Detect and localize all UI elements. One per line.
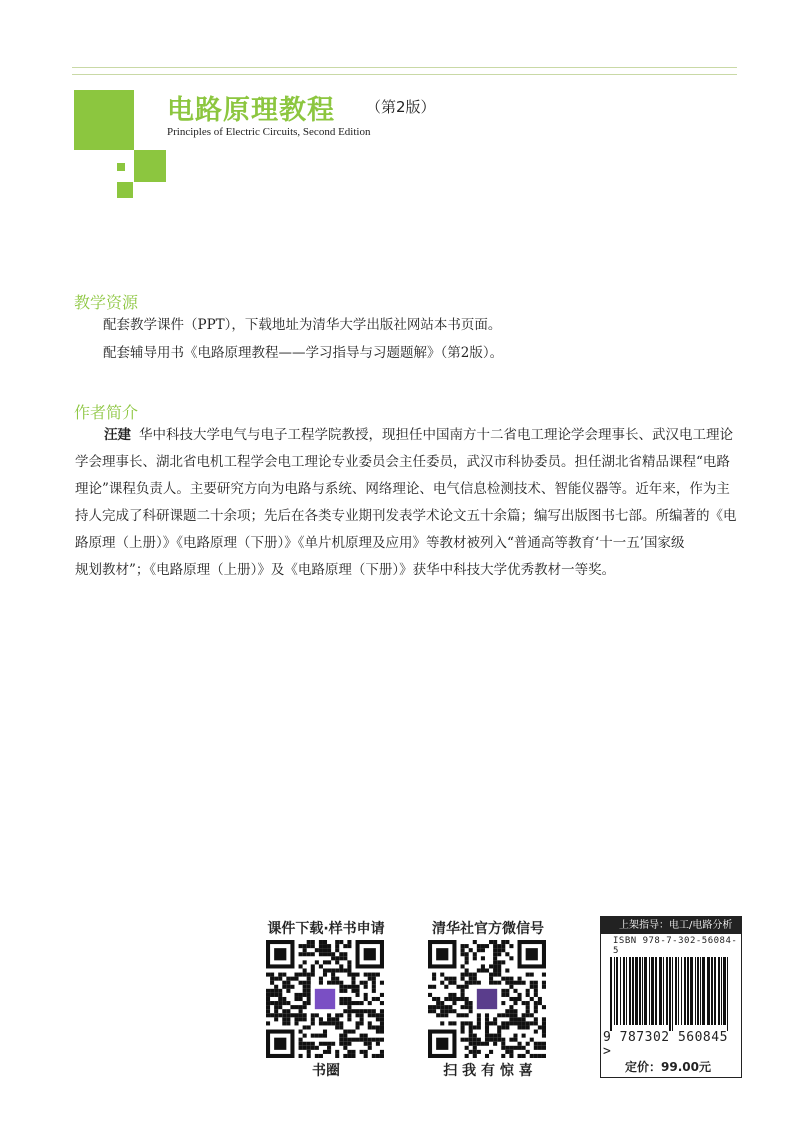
qr-code-courseware[interactable]: [266, 940, 384, 1058]
author-line-2: 学会理事长、湖北省电机工程学会电工理论专业委员会主任委员，武汉市科协委员。担任湖北省精品课程“电路: [75, 454, 730, 470]
top-rule-2: [72, 74, 737, 75]
isbn-text: ISBN 978-7-302-56084-5: [613, 936, 738, 956]
qr-left-bottom-label: 书圈: [312, 1063, 340, 1079]
author-line-4: 持人完成了科研课题二十余项；先后在各类专业期刊发表学术论文五十余篇；编写出版图书七部。所编著的《电: [75, 508, 737, 524]
price: 定价：99.00元: [625, 1060, 711, 1074]
resources-line-2: 配套辅导用书《电路原理教程——学习指导与习题题解》（第2版）。: [103, 345, 504, 361]
qr-code-wechat[interactable]: [428, 940, 546, 1058]
qr-left-top-label: 课件下载·样书申请: [267, 921, 385, 937]
top-rule-1: [72, 67, 737, 68]
author-line-6: 规划教材”；《电路原理（上册）》及《电路原理（下册）》获华中科技大学优秀教材一等奖。: [75, 562, 616, 578]
book-edition: （第2版）: [366, 98, 436, 116]
barcode-box: [600, 916, 742, 1078]
book-title: 电路原理教程: [167, 95, 335, 126]
author-name: 汪建: [104, 427, 131, 443]
qr-right-bottom-label: 扫 我 有 惊 喜: [443, 1063, 533, 1079]
author-heading: 作者简介: [74, 403, 139, 422]
qr-right-top-label: 清华社官方微信号: [432, 921, 544, 937]
author-line-5: 路原理（上册）》《电路原理（下册）》《单片机原理及应用》等教材被列入“普通高等教育‘十一五’国家级: [75, 535, 685, 551]
barcode-bars: [606, 957, 736, 1031]
shelving-category: 上架指导：电工/电路分析: [601, 917, 741, 934]
book-subtitle: Principles of Electric Circuits, Second Edition: [167, 126, 371, 138]
barcode-digits: 9 787302 560845 >: [603, 1030, 728, 1059]
author-paragraph: [75, 422, 745, 584]
author-line-1: 华中科技大学电气与电子工程学院教授，现担任中国南方十二省电工理论学会理事长、武汉电工理论: [139, 427, 733, 443]
resources-heading: 教学资源: [74, 293, 139, 312]
resources-line-1: 配套教学课件（PPT），下载地址为清华大学出版社网站本书页面。: [103, 317, 502, 333]
author-line-3: 理论”课程负责人。主要研究方向为电路与系统、网络理论、电气信息检测技术、智能仪器等。近年来，作为主: [75, 481, 730, 497]
